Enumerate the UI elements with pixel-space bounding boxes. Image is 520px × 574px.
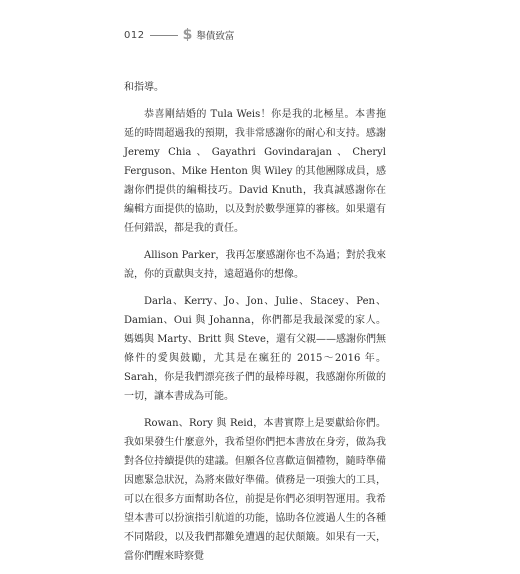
paragraph: Darla、Kerry、Jo、Jon、Julie、Stacey、Pen、Damian、Oui 與 Johanna，你們都是我最深愛的家人。媽媽與 Marty、Britt 與 Steve，還有父親——感謝你們無條件的愛與鼓勵，尤其是在瘋狂的 2015～2016 年。Sarah，你是我們漂亮孩子們的最棒母親，我感謝你所做的一切，讓本書成為可能。 [124,296,386,402]
header-rule [150,35,178,36]
dollar-sign-icon: $ [182,27,193,43]
page-number: 012 [124,29,145,41]
book-title: 舉債致富 [196,31,235,42]
paragraph: 和指導。 [124,82,164,93]
paragraph: 恭喜剛結婚的 Tula Weis！你是我的北極星。本書拖延的時間超過我的預期，我非常感謝你的耐心和支持。感謝 Jeremy Chia、Gayathri Govindarajan、Cheryl Ferguson、Mike Henton 與 Wiley 的其他團隊成員，感謝你們提供的編輯技巧。David Knuth，我真誠感謝你在編輯方面提供的協助，以及對於數學運算的審核。如果還有任何錯誤，都是我的責任。 [124,109,386,234]
paragraph: Allison Parker，我再怎麼感謝你也不為過；對於我來說，你的貢獻與支持，遠超過你的想像。 [124,250,386,280]
running-header [124,28,234,42]
paragraph: Rowan、Rory 與 Reid，本書實際上是要獻給你們。我如果發生什麼意外，我希望你們把本書放在身旁，做為我對各位持續提供的建議。但願各位喜歡這個禮物，隨時準備因應緊急狀況，為將來做好準備。債務是一項強大的工具，可以在很多方面幫助各位，前提是你們必須明智運用。我希望本書可以扮演指引航道的功能，協助各位渡過人生的各種不同階段，以及我們都難免遭遇的起伏顛簸。如果有一天，當你們醒來時察覺 [124,418,386,562]
